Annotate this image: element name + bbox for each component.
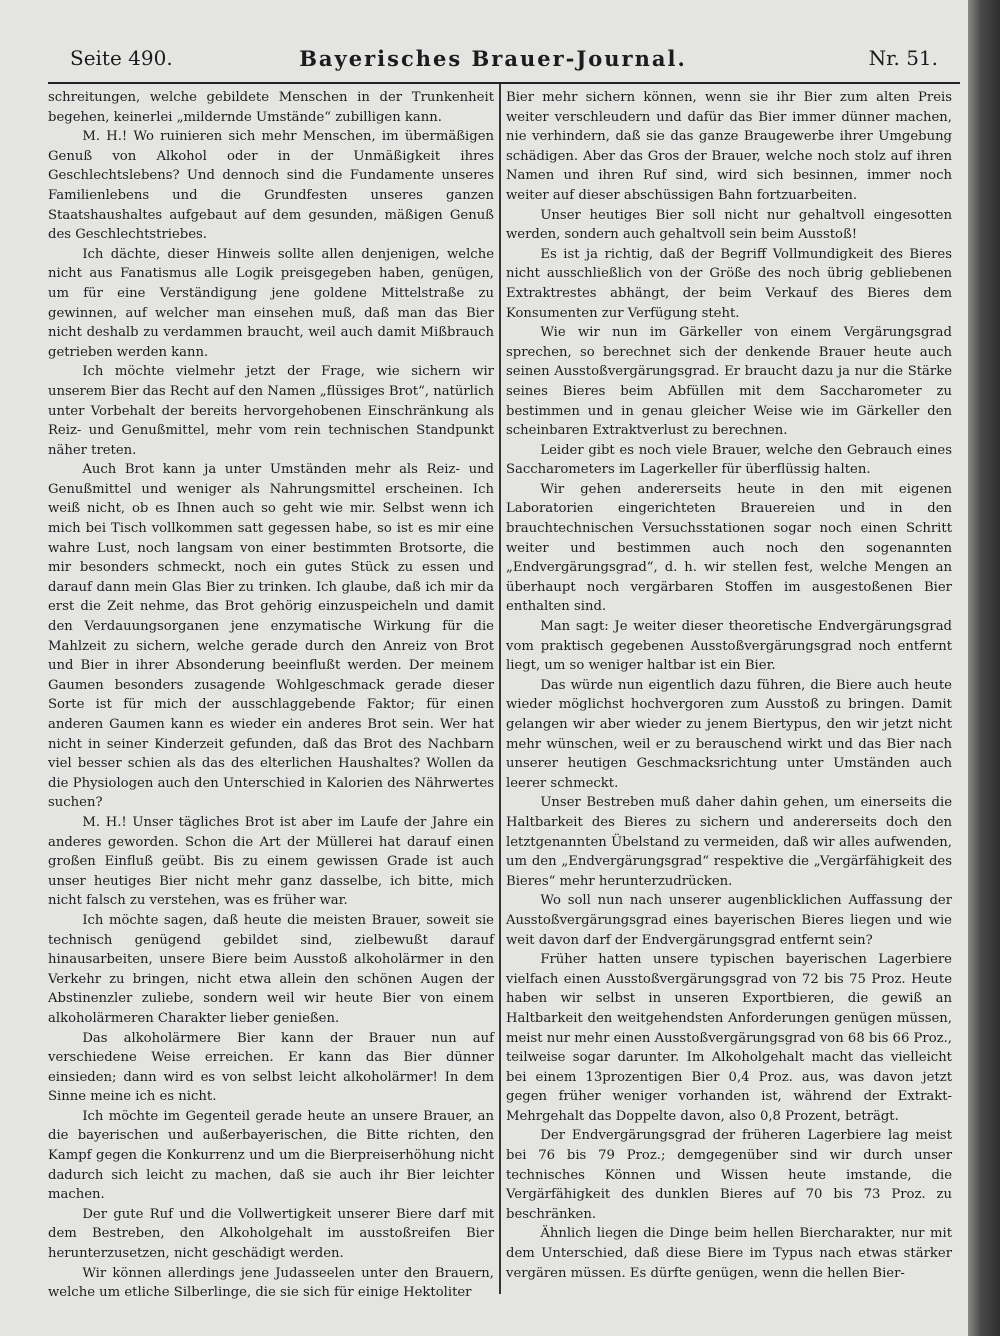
column-divider [499, 84, 501, 1294]
paragraph: Auch Brot kann ja unter Umständen mehr als Reiz- und Genußmittel und weniger als Nahrungsmittel erscheinen. Ich weiß nicht, ob es Ihnen auch so geht wie mir. Selbst wenn ich mich bei Tisch vollkommen satt gegessen habe, so ist es mir eine wahre Lust, noch langsam von einer bestimmten Brotsorte, die mir besonders schmeckt, noch ein gutes Stück zu essen und darauf dann mein Glas Bier zu trinken. Ich glaube, daß ich mir da erst die Zeit nehme, das Brot gehörig einzuspeicheln und damit den Verdauungsorganen jene enzymatische Wirkung für die Mahlzeit zu sichern, welche gerade durch den Anreiz von Brot und Bier in ihrer Absonderung beeinflußt werden. Der meinem Gaumen besonders zusagende Wohlgeschmack gerade dieser Sorte ist für mich der ausschlaggebende Faktor; für einen anderen Gaumen kann es wieder ein anderes Brot sein. Wer hat nicht in seiner Kinderzeit gefunden, daß das Brot des Nachbarn viel besser schien als das des elterlichen Haushaltes? Wollen da die Physiologen auch den Unterschied in Kalorien des Nährwertes suchen? [48, 462, 494, 811]
paragraph: Das alkoholärmere Bier kann der Brauer nun auf verschiedene Weise erreichen. Er kann das Bier dünner einsieden; dann wird es von selbst leicht alkoholärmer! In dem Sinne meine ich es nicht. [48, 1030, 494, 1105]
issue-number: Nr. 51. [868, 46, 938, 70]
paragraph: Wir können allerdings jene Judasseelen unter den Brauern, welche um etliche Silberlinge, die sie sich für einige Hektoliter [48, 1265, 494, 1301]
paragraph: Der Endvergärungsgrad der früheren Lagerbiere lag meist bei 76 bis 79 Proz.; demgegenüber sind wir durch unser technisches Können und Wissen heute imstande, die Vergärfähigkeit des dunklen Bieres auf 70 bis 73 Proz. zu beschränken. [506, 1128, 952, 1222]
page-header [48, 46, 938, 80]
paragraph: Bier mehr sichern können, wenn sie ihr Bier zum alten Preis weiter verschleudern und dafür das Bier immer dünner machen, nie verhindern, daß sie das ganze Braugewerbe ihrer Umgebung schädigen. Aber das Gros der Brauer, welche noch stolz auf ihren Namen und ihren Ruf sind, wird sich besinnen, immer noch weiter auf dieser abschüssigen Bahn fortzuarbeiten. [506, 90, 952, 203]
paragraph: Ich möchte sagen, daß heute die meisten Brauer, soweit sie technisch genügend gebildet sind, zielbewußt darauf hinausarbeiten, unsere Biere beim Ausstoß alkoholärmer in den Verkehr zu bringen, nicht etwa allein den schönen Augen der Abstinenzler zuliebe, sondern weil wir heute Bier von einem alkoholärmeren Charakter lieber genießen. [48, 912, 494, 1026]
page-edge-shadow [968, 0, 1000, 1336]
paragraph: Ich möchte vielmehr jetzt der Frage, wie sichern wir unserem Bier das Recht auf den Namen „flüssiges Brot“, natürlich unter Vorbehalt der bereits hervorgehobenen Einschränkung als Reiz- und Genußmittel, mehr vom rein technischen Standpunkt näher treten. [48, 364, 494, 458]
paragraph: Früher hatten unsere typischen bayerischen Lagerbiere vielfach einen Ausstoßvergärungsgrad von 72 bis 75 Proz. Heute haben wir selbst in unseren Exportbieren, die gewiß an Haltbarkeit den weitgehendsten Anforderungen genügen müssen, meist nur mehr einen Ausstoßvergärungsgrad von 68 bis 66 Proz., teilweise sogar darunter. Im Alkoholgehalt macht das vielleicht bei einem 13prozentigen Bier 0,4 Proz. aus, was davon jetzt gegen früher weniger vorhanden ist, während der Extrakt-Mehrgehalt das Doppelte davon, also 0,8 Prozent, beträgt. [506, 952, 952, 1124]
paragraph: Der gute Ruf und die Vollwertigkeit unserer Biere darf mit dem Bestreben, den Alkoholgehalt im ausstoßreifen Bier herunterzusetzen, nicht geschädigt werden. [48, 1206, 494, 1262]
paragraph: Ich dächte, dieser Hinweis sollte allen denjenigen, welche nicht aus Fanatismus alle Logik preisgegeben haben, genügen, um für eine Verständigung jene goldene Mittelstraße zu gewinnen, auf welcher man einsehen muß, daß man das Bier nicht deshalb zu verdammen braucht, weil auch damit Mißbrauch getrieben werden kann. [48, 246, 494, 360]
paragraph: Unser heutiges Bier soll nicht nur gehaltvoll eingesotten werden, sondern auch gehaltvoll sein beim Ausstoß! [506, 207, 952, 243]
paragraph: Wie wir nun im Gärkeller von einem Vergärungsgrad sprechen, so berechnet sich der denkende Brauer heute auch seinen Ausstoßvergärungsgrad. Er braucht dazu ja nur die Stärke seines Bieres beim Abfüllen mit dem Saccharometer zu bestimmen und in genau gleicher Weise wie im Gärkeller den scheinbaren Extraktverlust zu berechnen. [506, 325, 952, 439]
paragraph: Ich möchte im Gegenteil gerade heute an unsere Brauer, an die bayerischen und außerbayerischen, die Bitte richten, den Kampf gegen die Konkurrenz und um die Bierpreiserhöhung nicht dadurch sich leicht zu machen, daß sie auch ihr Bier leichter machen. [48, 1108, 494, 1203]
paragraph: Ähnlich liegen die Dinge beim hellen Biercharakter, nur mit dem Unterschied, daß diese Biere im Typus nach etwas stärker vergären müssen. Es dürfte genügen, wenn die hellen Bier- [506, 1226, 952, 1281]
header-rule [48, 82, 960, 84]
paragraph: Wo soll nun nach unserer augenblicklichen Auffassung der Ausstoßvergärungsgrad eines bayerischen Bieres liegen und wie weit davon darf der Endvergärungsgrad entfernt sein? [506, 893, 952, 948]
left-column [48, 88, 494, 1301]
paragraph: Man sagt: Je weiter dieser theoretische Endvergärungsgrad vom praktisch gegebenen Ausstoßvergärungsgrad noch entfernt liegt, um so weniger haltbar ist ein Bier. [506, 619, 952, 674]
paragraph: M. H.! Wo ruinieren sich mehr Menschen, im übermäßigen Genuß von Alkohol oder in der Unmäßigkeit ihres Geschlechtslebens? Und dennoch sind die Fundamente unseres Familienlebens und die Grundfesten unseres ganzen Staatshaushaltes aufgebaut auf dem gesunden, mäßigen Genuß des Geschlechtstriebes. [48, 129, 494, 243]
paragraph: Unser Bestreben muß daher dahin gehen, um einerseits die Haltbarkeit des Bieres zu sichern und andererseits doch den letztgenannten Übelstand zu vermeiden, daß wir alles aufwenden, um den „Endvergärungsgrad“ respektive die „Vergärfähigkeit des Bieres“ mehr herunterzudrücken. [506, 795, 952, 889]
paragraph: Es ist ja richtig, daß der Begriff Vollmundigkeit des Bieres nicht ausschließlich von der Größe des noch übrig gebliebenen Extraktrestes abhängt, der beim Verkauf des Bieres dem Konsumenten zur Verfügung steht. [506, 246, 952, 321]
paragraph: Das würde nun eigentlich dazu führen, die Biere auch heute wieder möglichst hochvergoren zum Ausstoß zu bringen. Damit gelangen wir aber wieder zu jenem Biertypus, den wir jetzt nicht mehr wünschen, weil er zu berauschend wirkt und das Bier nach unserer heutigen Geschmacksrichtung unter Umständen auch leerer schmeckt. [506, 677, 952, 791]
page-number: Seite 490. [70, 46, 173, 70]
right-column [506, 88, 952, 1288]
paragraph: Wir gehen andererseits heute in den mit eigenen Laboratorien eingerichteten Brauereien und in den brauchtechnischen Versuchsstationen sogar noch einen Schritt weiter und bestimmen auch noch den sogenannten „Endvergärungsgrad“, d. h. wir stellen fest, welche Mengen an überhaupt noch vergärbaren Stoffen im ausgestoßenen Bier enthalten sind. [506, 481, 952, 615]
paragraph: schreitungen, welche gebildete Menschen in der Trunkenheit begehen, keinerlei „mildernde Umstände“ zubilligen kann. [48, 90, 494, 125]
paragraph: Leider gibt es noch viele Brauer, welche den Gebrauch eines Saccharometers im Lagerkeller für überflüssig halten. [506, 442, 952, 478]
journal-title: Bayerisches Brauer-Journal. [299, 46, 687, 71]
paragraph: M. H.! Unser tägliches Brot ist aber im Laufe der Jahre ein anderes geworden. Schon die Art der Müllerei hat darauf einen großen Einfluß geübt. Bis zu einem gewissen Grade ist auch unser heutiges Bier nicht mehr ganz dasselbe, ich bitte, mich nicht falsch zu verstehen, was es früher war. [48, 814, 494, 909]
